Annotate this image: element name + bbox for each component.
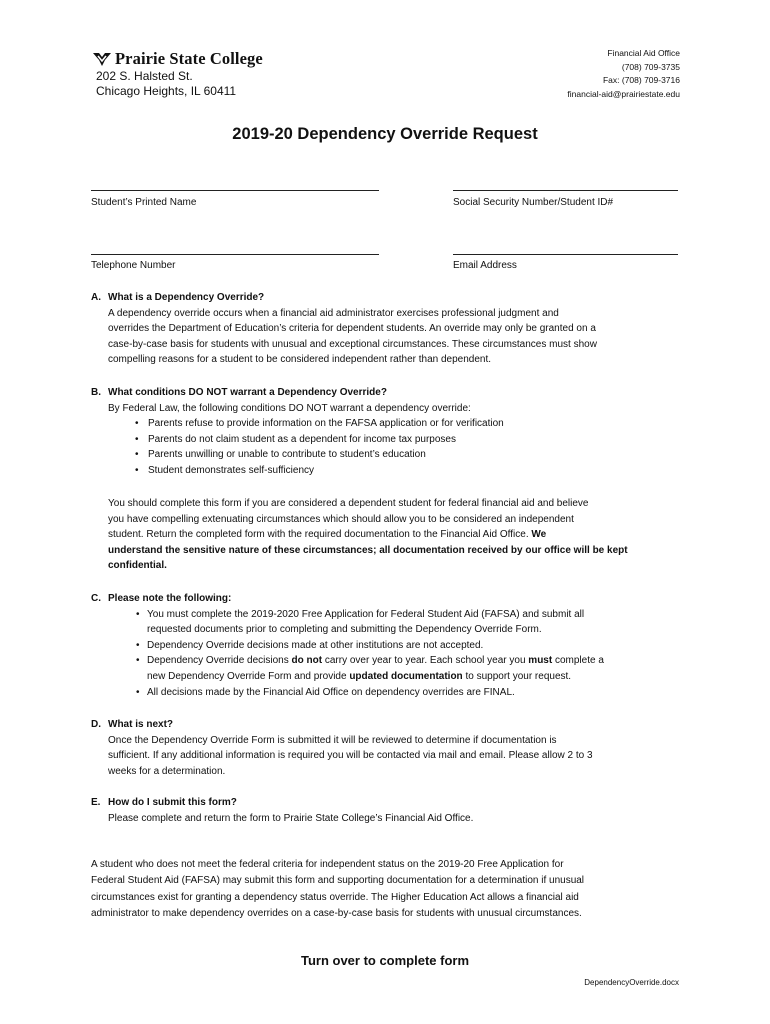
bullet-line [147, 653, 691, 669]
section-c-bullets [91, 607, 691, 701]
office-email: financial-aid@prairiestate.edu [567, 88, 680, 99]
bullet-text: Dependency Override decisions [147, 655, 292, 667]
emphasis-text: do not [291, 655, 323, 667]
section-b-intro: By Federal Law, the following conditions DO NOT warrant a dependency override: [108, 402, 471, 414]
emphasis-text: must [528, 655, 553, 667]
email-label: Email Address [453, 260, 517, 271]
bullet-item: • Parents do not claim student as a dependent for income tax purposes [91, 432, 691, 448]
college-address [96, 69, 236, 99]
section-title: How do I submit this form? [108, 797, 237, 808]
bullet-item: • All decisions made by the Financial Aid Office on dependency overrides are FINAL. [91, 685, 691, 701]
body-line: compelling reasons for a student to be considered independent rather than dependent. [108, 354, 492, 366]
office-contact [567, 47, 680, 101]
body-line: circumstances exist for granting a dependency status override. The Higher Education Act allows a financial aid [91, 891, 579, 903]
ssn-label: Social Security Number/Student ID# [453, 197, 614, 208]
bullet-item: • Parents unwilling or unable to contribute to student’s education [91, 447, 691, 463]
section-title: What conditions DO NOT warrant a Dependency Override? [108, 387, 387, 398]
section-e-heading [91, 795, 691, 811]
page-title: 2019-20 Dependency Override Request [232, 125, 538, 143]
ssn-line[interactable] [453, 190, 678, 191]
body-line: you have compelling extenuating circumstances which should allow you to be considered an independent [108, 513, 574, 525]
section-title: What is next? [108, 719, 174, 730]
section-c [91, 591, 691, 700]
emphasis-line: confidential. [108, 560, 167, 572]
section-b-paragraph [91, 496, 691, 574]
email-line[interactable] [453, 254, 678, 255]
office-phone: (708) 709-3735 [621, 61, 680, 72]
closing-paragraph [91, 857, 681, 923]
body-line: case-by-case basis for students with unusual and exceptional circumstances. These circumstances must show [108, 338, 597, 350]
bullet-text: carry over year to year. Each school year you [322, 655, 529, 667]
section-a-heading [91, 290, 691, 306]
section-b-bullets [91, 416, 691, 478]
body-text: student. Return the completed form with the required documentation to the Financial Aid Office. [108, 529, 529, 541]
section-letter: D. [91, 719, 101, 730]
address-line-2: Chicago Heights, IL 60411 [96, 84, 237, 98]
section-letter: A. [91, 292, 101, 303]
section-a-body [91, 306, 691, 368]
college-name: Prairie State College [115, 49, 263, 68]
bullet-text: complete a [552, 655, 604, 667]
body-line: A student who does not meet the federal criteria for independent status on the 2019-20 Free Application for [91, 859, 564, 870]
section-d-heading [91, 717, 691, 733]
bullet-item [91, 607, 691, 638]
section-letter: C. [91, 593, 101, 604]
college-logo [92, 49, 263, 69]
bullet-item: • Parents refuse to provide information on the FAFSA application or for verification [91, 416, 691, 432]
body-line: You should complete this form if you are considered a dependent student for federal financial aid and believe [108, 498, 589, 509]
bullet-item [91, 653, 691, 684]
turn-over-note: Turn over to complete form [300, 953, 470, 968]
student-name-label: Student’s Printed Name [91, 197, 197, 208]
office-name: Financial Aid Office [607, 48, 680, 58]
telephone-line[interactable] [91, 254, 379, 255]
footer-filename: DependencyOverride.docx [584, 978, 679, 987]
section-b-heading [91, 385, 691, 401]
section-e-body: Please complete and return the form to Prairie State College’s Financial Aid Office. [108, 812, 474, 824]
section-title: Please note the following: [108, 593, 232, 604]
office-fax: Fax: (708) 709-3716 [602, 75, 680, 85]
body-line [108, 527, 691, 543]
emphasis-text: updated documentation [349, 670, 463, 682]
body-line: Federal Student Aid (FAFSA) may submit this form and supporting documentation for a determination if unusual [91, 875, 585, 887]
section-letter: E. [91, 797, 101, 808]
bullet-line [147, 669, 691, 685]
body-line: A dependency override occurs when a financial aid administrator exercises professional judgment and [108, 307, 559, 319]
section-c-heading [91, 591, 691, 607]
section-d [91, 717, 691, 779]
section-e [91, 795, 691, 826]
body-line: weeks for a determination. [108, 765, 226, 777]
bullet-line: requested documents prior to completing and submitting the Dependency Override Form. [147, 624, 542, 636]
telephone-label: Telephone Number [91, 260, 176, 271]
emphasis-line: understand the sensitive nature of these circumstances; all documentation received by our office will be kept [108, 544, 628, 556]
address-line-1: 202 S. Halsted St. [96, 69, 193, 83]
section-title: What is a Dependency Override? [108, 292, 265, 303]
section-d-body [91, 733, 691, 780]
bullet-item: • Student demonstrates self-sufficiency [91, 463, 691, 479]
college-emblem-icon [92, 51, 112, 67]
section-a [91, 290, 691, 368]
body-line: sufficient. If any additional information is required you will be contacted via mail and email. Please allow 2 to 3 [108, 750, 593, 762]
body-line: Once the Dependency Override Form is submitted it will be reviewed to determine if documentation is [108, 734, 557, 746]
bullet-text: to support your request. [462, 670, 572, 682]
bullet-line: • You must complete the 2019-2020 Free Application for Federal Student Aid (FAFSA) and submit all [147, 608, 585, 620]
emphasis-text: We [531, 529, 547, 541]
section-letter: B. [91, 387, 101, 398]
bullet-text: new Dependency Override Form and provide [147, 670, 350, 682]
section-b [91, 385, 691, 479]
bullet-item: • Dependency Override decisions made at other institutions are not accepted. [91, 638, 691, 654]
student-name-line[interactable] [91, 190, 379, 191]
body-line: administrator to make dependency overrides on a case-by-case basis for students with unusual circumstances. [91, 908, 582, 920]
body-line: overrides the Department of Education’s criteria for dependent students. An override may only be granted on a [108, 323, 596, 335]
